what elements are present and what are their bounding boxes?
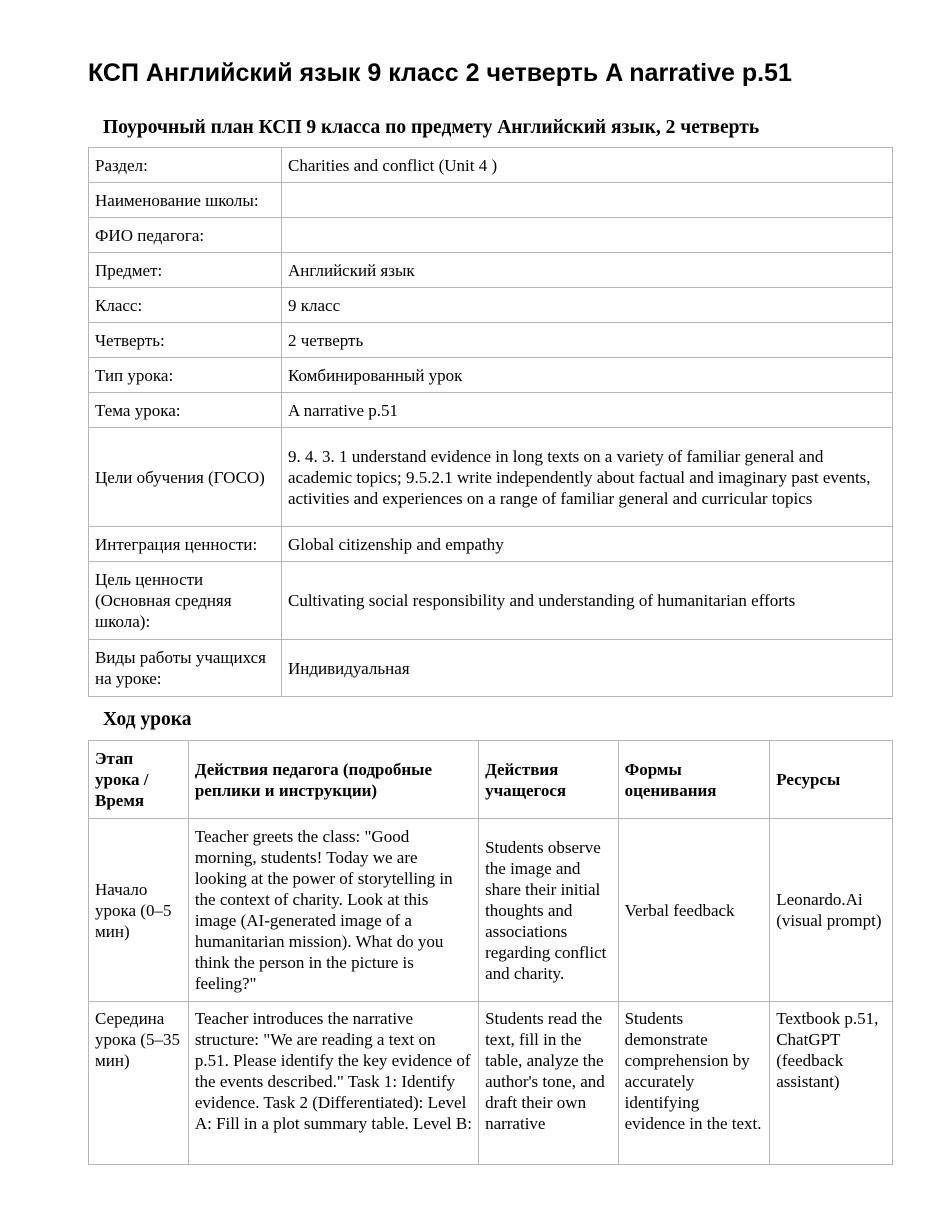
info-label: Предмет:	[89, 253, 282, 288]
info-value: Английский язык	[282, 253, 893, 288]
lesson-row-start	[89, 819, 893, 1002]
lesson-row-middle	[89, 1002, 893, 1165]
info-row-value-goal	[89, 562, 893, 640]
resources-cell: Textbook p.51, ChatGPT (feedback assistant)	[770, 1002, 893, 1165]
info-row-work-types	[89, 640, 893, 697]
info-label: Наименование школы:	[89, 183, 282, 218]
info-value: 9 класс	[282, 288, 893, 323]
teacher-actions-cell: Teacher greets the class: "Good morning, students! Today we are looking at the power of storytelling in the context of charity. Look at this image (AI-generated image of a humanitarian mission). What do you think the person in the picture is feeling?"	[188, 819, 478, 1002]
info-label: Интеграция ценности:	[89, 527, 282, 562]
info-value: Комбинированный урок	[282, 358, 893, 393]
header-resources: Ресурсы	[770, 741, 893, 819]
stage-cell: Начало урока (0–5 мин)	[89, 819, 189, 1002]
info-row-topic	[89, 393, 893, 428]
info-label: Класс:	[89, 288, 282, 323]
info-value	[282, 218, 893, 253]
plan-heading: Поурочный план КСП 9 класса по предмету Английский язык, 2 четверть	[103, 117, 760, 138]
student-actions-cell: Students observe the image and share their initial thoughts and associations regarding conflict and charity.	[479, 819, 619, 1002]
header-stage: Этап урока / Время	[89, 741, 189, 819]
document-title: КСП Английский язык 9 класс 2 четверть A narrative p.51	[88, 59, 792, 87]
lesson-info-table	[88, 147, 893, 697]
info-value	[282, 183, 893, 218]
info-label: Цель ценности (Основная средняя школа):	[89, 562, 282, 640]
info-value: A narrative p.51	[282, 393, 893, 428]
lesson-flow-table	[88, 740, 893, 1165]
info-row-quarter	[89, 323, 893, 358]
info-value: Charities and conflict (Unit 4 )	[282, 148, 893, 183]
info-row-lesson-type	[89, 358, 893, 393]
header-teacher-actions: Действия педагога (подробные реплики и инструкции)	[188, 741, 478, 819]
student-actions-cell: Students read the text, fill in the table, analyze the author's tone, and draft their own narrative	[479, 1002, 619, 1165]
info-label: Тип урока:	[89, 358, 282, 393]
info-row-section	[89, 148, 893, 183]
lesson-header-row	[89, 741, 893, 819]
stage-cell: Середина урока (5–35 мин)	[89, 1002, 189, 1165]
info-row-teacher	[89, 218, 893, 253]
lesson-heading: Ход урока	[103, 709, 192, 730]
info-row-value-integration	[89, 527, 893, 562]
info-label: Цели обучения (ГОСО)	[89, 428, 282, 527]
info-value: 9. 4. 3. 1 understand evidence in long texts on a variety of familiar general and academic topics; 9.5.2.1 write independently about factual and imaginary past events, activities and experiences on a range of familiar general and curricular topics	[282, 428, 893, 527]
info-label: Виды работы учащихся на уроке:	[89, 640, 282, 697]
header-assessment: Формы оценивания	[618, 741, 770, 819]
info-label: Четверть:	[89, 323, 282, 358]
resources-cell: Leonardo.Ai (visual prompt)	[770, 819, 893, 1002]
info-label: Раздел:	[89, 148, 282, 183]
info-value: 2 четверть	[282, 323, 893, 358]
info-row-subject	[89, 253, 893, 288]
info-row-learning-goals	[89, 428, 893, 527]
assessment-cell: Verbal feedback	[618, 819, 770, 1002]
info-value: Global citizenship and empathy	[282, 527, 893, 562]
header-student-actions: Действия учащегося	[479, 741, 619, 819]
info-label: ФИО педагога:	[89, 218, 282, 253]
info-label: Тема урока:	[89, 393, 282, 428]
teacher-actions-cell: Teacher introduces the narrative structure: "We are reading a text on p.51. Please identify the key evidence of the events described." Task 1: Identify evidence. Task 2 (Differentiated): Level A: Fill in a plot summary table. Level B:	[188, 1002, 478, 1165]
info-value: Cultivating social responsibility and understanding of humanitarian efforts	[282, 562, 893, 640]
info-row-school	[89, 183, 893, 218]
info-row-grade	[89, 288, 893, 323]
info-value: Индивидуальная	[282, 640, 893, 697]
assessment-cell: Students demonstrate comprehension by accurately identifying evidence in the text.	[618, 1002, 770, 1165]
